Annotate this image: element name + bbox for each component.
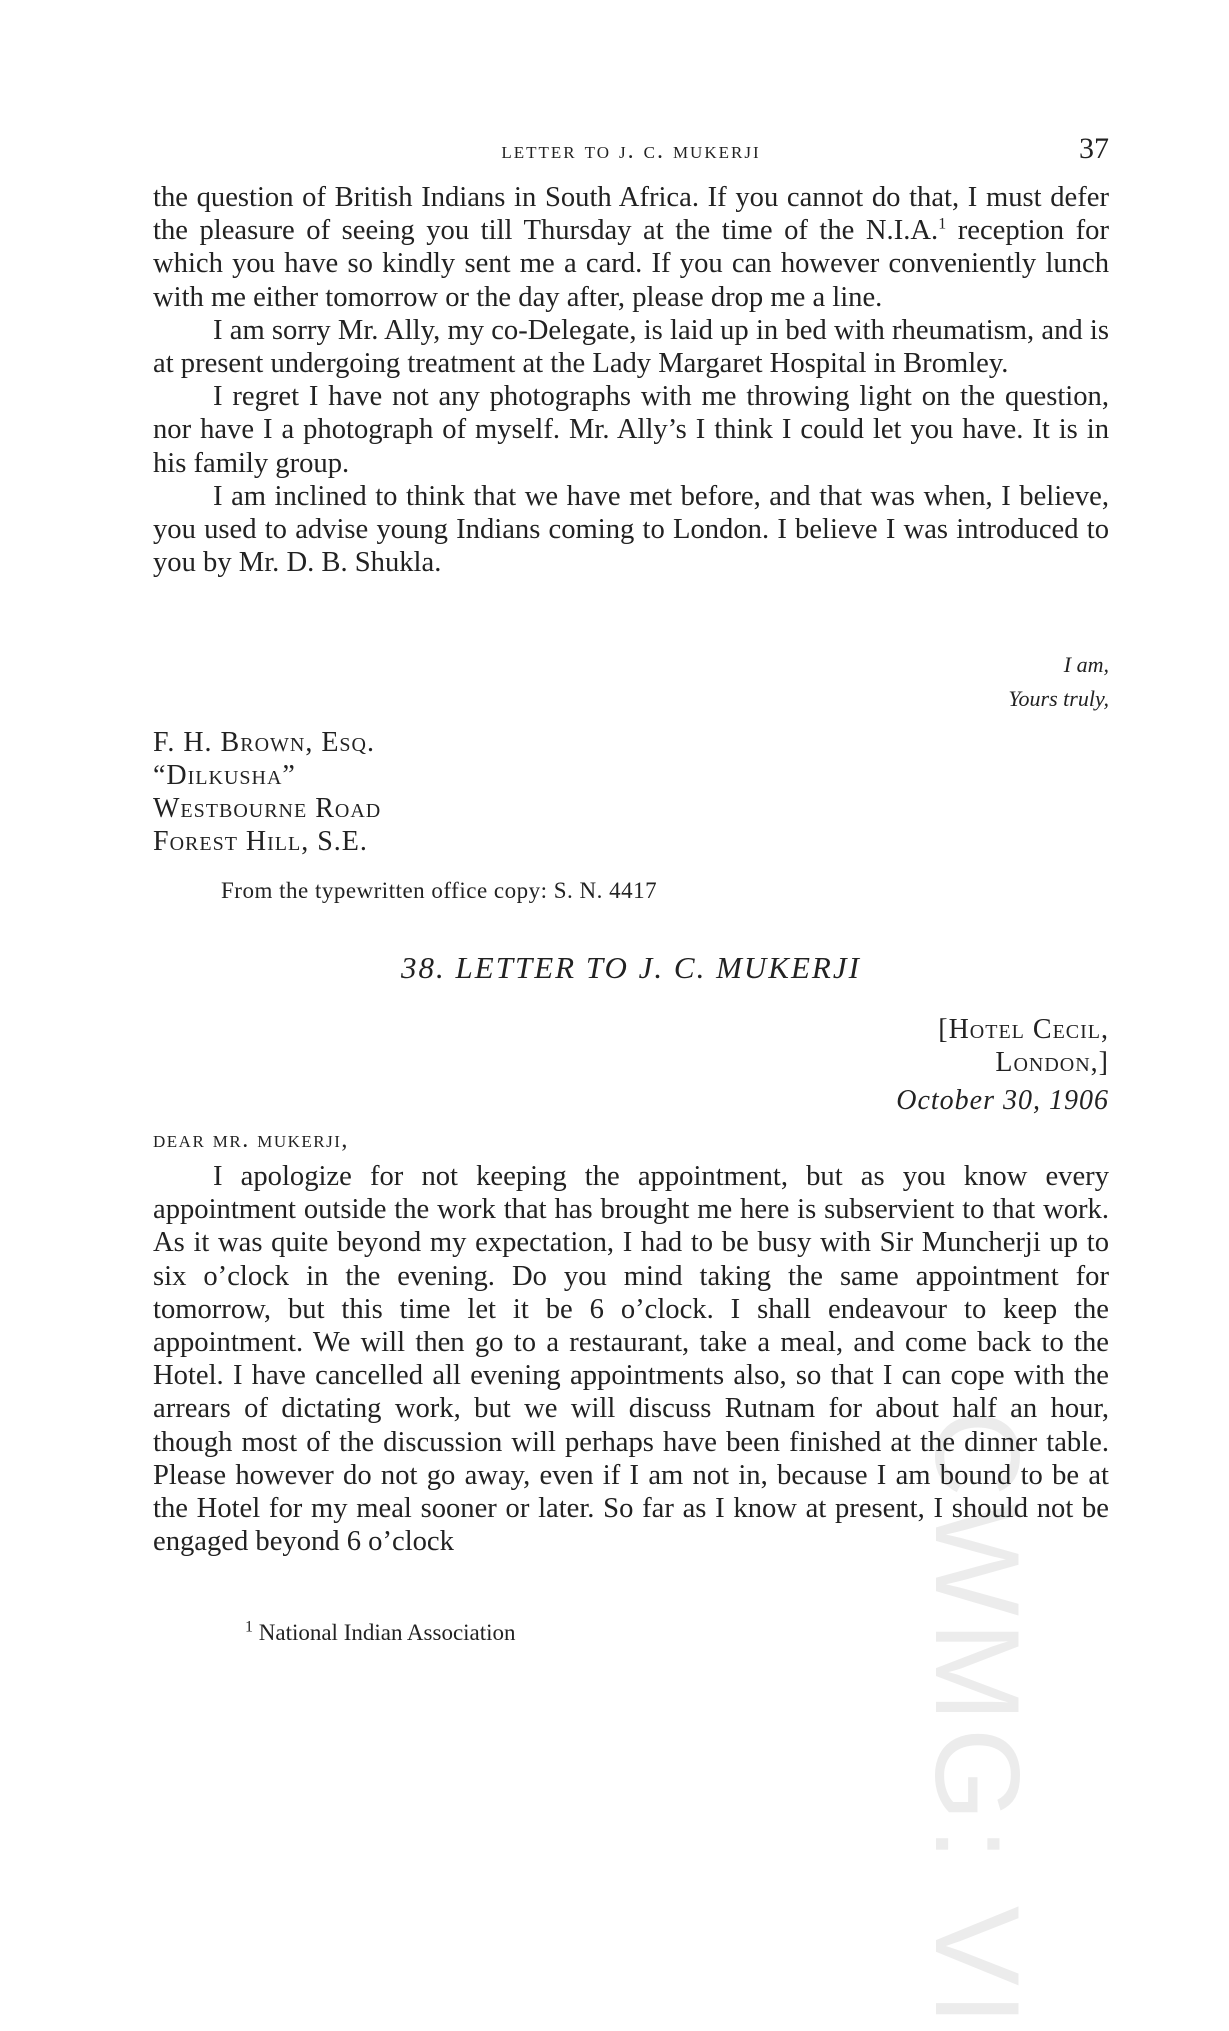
- letter-body-continued: [153, 181, 1109, 579]
- footnote-mark: 1: [245, 1618, 253, 1636]
- source-note: From the typewritten office copy: S. N. 4417: [221, 878, 658, 903]
- recipient-address: [153, 726, 381, 858]
- address-line: “Dilkusha”: [153, 760, 296, 791]
- paragraph: I am inclined to think that we have met before, and that was when, I believe, you used to advise young Indians coming to London. I believe I was introduced to you by Mr. D. B. Shukla.: [153, 480, 1109, 579]
- paragraph: I am sorry Mr. Ally, my co-Delegate, is laid up in bed with rheumatism, and is at present undergoing treatment at the Lady Margaret Hospital in Bromley.: [153, 314, 1109, 380]
- paragraph-text-cont: reception for which you have so kindly sent me a card. If you can however conveniently lunch with me either tomorrow or the day after, please drop me a line.: [153, 215, 1109, 313]
- place-line: [Hotel Cecil,: [938, 1014, 1109, 1045]
- paragraph: [153, 181, 1109, 314]
- address-line: Forest Hill, S.E.: [153, 826, 368, 857]
- watermark: CWMG: VI: [910, 1410, 1044, 2031]
- address-line: F. H. Brown, Esq.: [153, 727, 375, 758]
- paragraph-text: the question of British Indians in South Africa. If you cannot do that, I must defer the pleasure of seeing you till Thursday at the time of the N.I.A.: [153, 182, 1109, 247]
- letter-body: [153, 1160, 1109, 1558]
- address-line: Westbourne Road: [153, 793, 382, 824]
- closing-line-1: I am,: [1063, 652, 1109, 677]
- paragraph: I apologize for not keeping the appointment, but as you know every appointment outside the work that has brought me here is subservient to that work. As it was quite beyond my expectation, I had to be busy with Sir Muncherji up to six o’clock in the evening. Do you mind taking the same appointment for tomorrow, but this time let it be 6 o’clock. I shall endeavour to keep the appointment. We will then go to a restaurant, take a meal, and come back to the Hotel. I have cancelled all evening appointments also, so that I can cope with the arrears of dictating work, but we will discuss Rutnam for about half an hour, though most of the discussion will perhaps have been finished at the dinner table. Please however do not go away, even if I am not in, because I am bound to be at the Hotel for my meal sooner or later. So far as I know at present, I should not be engaged beyond 6 o’clock: [153, 1161, 1109, 1558]
- footnote: [245, 1620, 516, 1646]
- letter-date: October 30, 1906: [896, 1085, 1109, 1116]
- running-title: letter to j. c. mukerji: [501, 138, 761, 164]
- place-line: London,]: [995, 1047, 1109, 1078]
- closing-line-2: Yours truly,: [1008, 686, 1109, 711]
- section-heading: 38. LETTER TO J. C. MUKERJI: [401, 950, 861, 985]
- page-number: 37: [1079, 132, 1109, 165]
- footnote-text: National Indian Association: [253, 1620, 516, 1645]
- running-head: [153, 132, 1109, 172]
- paragraph: I regret I have not any photographs with me throwing light on the question, nor have I a photograph of myself. Mr. Ally’s I think I could let you have. It is in his family group.: [153, 381, 1109, 479]
- salutation: dear mr. mukerji,: [153, 1127, 349, 1153]
- letter-place: [938, 1013, 1109, 1079]
- footnote-ref: 1: [938, 215, 947, 233]
